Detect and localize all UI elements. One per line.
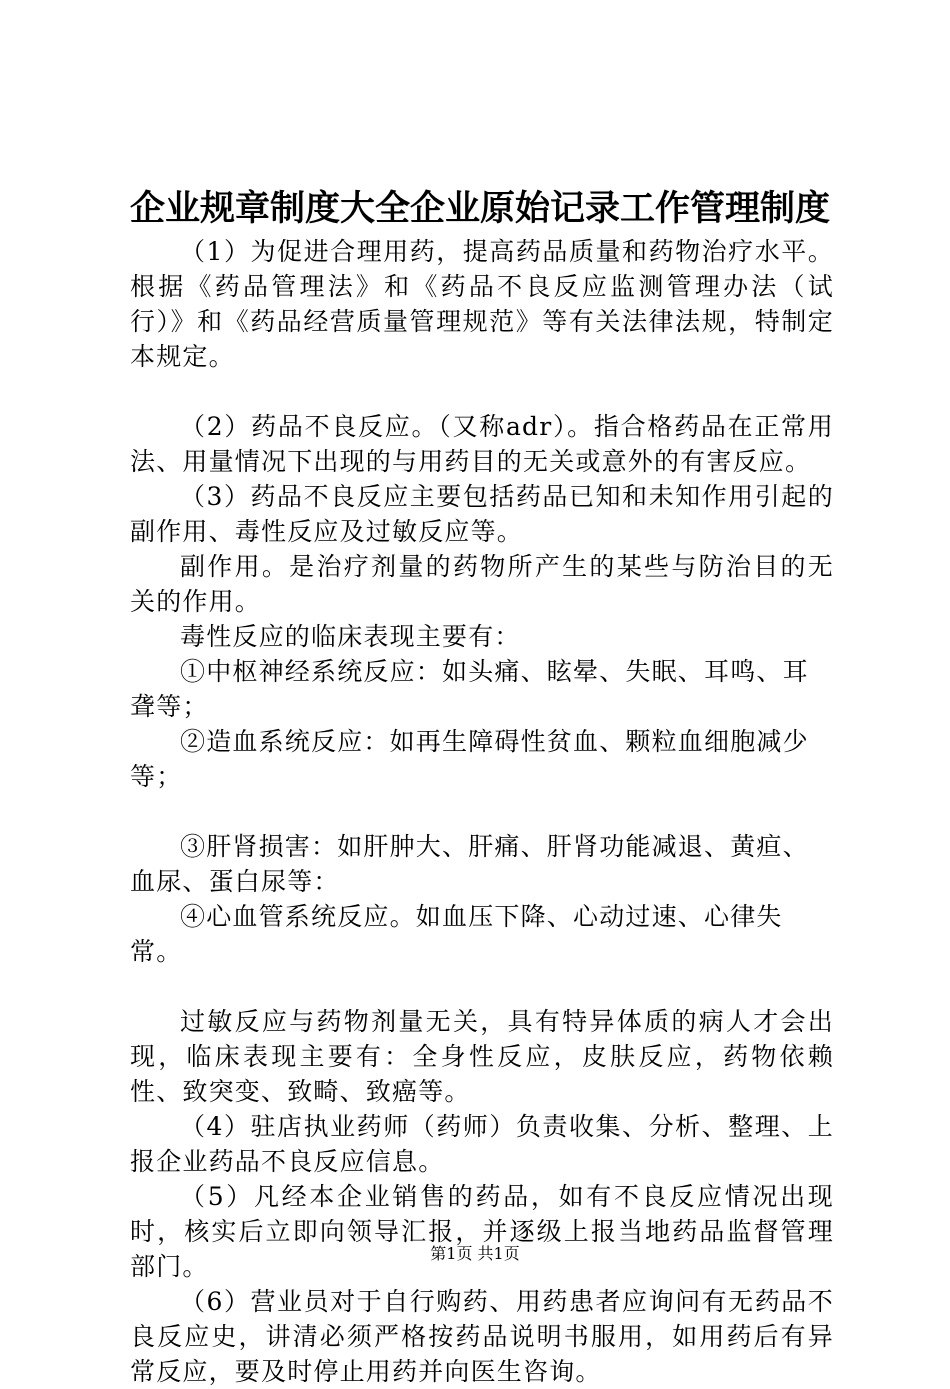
paragraph-sales-staff: （6）营业员对于自行购药、用药患者应询问有无药品不良反应史，讲清必须严格按药品说明书服用，如用药后有异常反应，要及时停止用药并向医生咨询。	[130, 1287, 834, 1386]
document-title: 企业规章制度大全企业原始记录工作管理制度	[130, 189, 831, 229]
list-item-hematopoietic: ②造血系统反应：如再生障碍性贫血、颗粒血细胞减少等；	[130, 727, 809, 791]
document-body	[130, 234, 834, 1389]
paragraph-purpose: （1）为促进合理用药，提高药品质量和药物治疗水平。根据《药品管理法》和《药品不良反应监测管理办法（试行）》和《药品经营质量管理规范》等有关法律法规，特制定本规定。	[130, 237, 834, 371]
paragraph-toxicity-intro: 毒性反应的临床表现主要有：	[180, 622, 521, 651]
paragraph-adr-scope: （3）药品不良反应主要包括药品已知和未知作用引起的副作用、毒性反应及过敏反应等。	[130, 482, 834, 546]
page-number-footer: 第1页 共1页	[430, 1244, 520, 1263]
list-item-liver-kidney: ③肝肾损害：如肝肿大、肝痛、肝肾功能减退、黄疸、血尿、蛋白尿等：	[130, 832, 809, 896]
paragraph-reporting: （5）凡经本企业销售的药品，如有不良反应情况出现时，核实后立即向领导汇报，并逐级上报当地药品监督管理部门。	[130, 1182, 834, 1281]
paragraph-side-effect: 副作用。是治疗剂量的药物所产生的某些与防治目的无关的作用。	[130, 552, 834, 616]
paragraph-adr-definition: （2）药品不良反应。（又称adr）。指合格药品在正常用法、用量情况下出现的与用药目的无关或意外的有害反应。	[130, 412, 834, 476]
list-item-cardiovascular: ④心血管系统反应。如血压下降、心动过速、心律失常。	[130, 902, 783, 966]
list-item-cns: ①中枢神经系统反应：如头痛、眩晕、失眠、耳鸣、耳聋等；	[130, 657, 809, 721]
paragraph-allergy: 过敏反应与药物剂量无关，具有特异体质的病人才会出现，临床表现主要有：全身性反应，皮肤反应，药物依赖性、致突变、致畸、致癌等。	[130, 1007, 834, 1106]
paragraph-pharmacist-duty: （4）驻店执业药师（药师）负责收集、分析、整理、上报企业药品不良反应信息。	[130, 1112, 834, 1176]
